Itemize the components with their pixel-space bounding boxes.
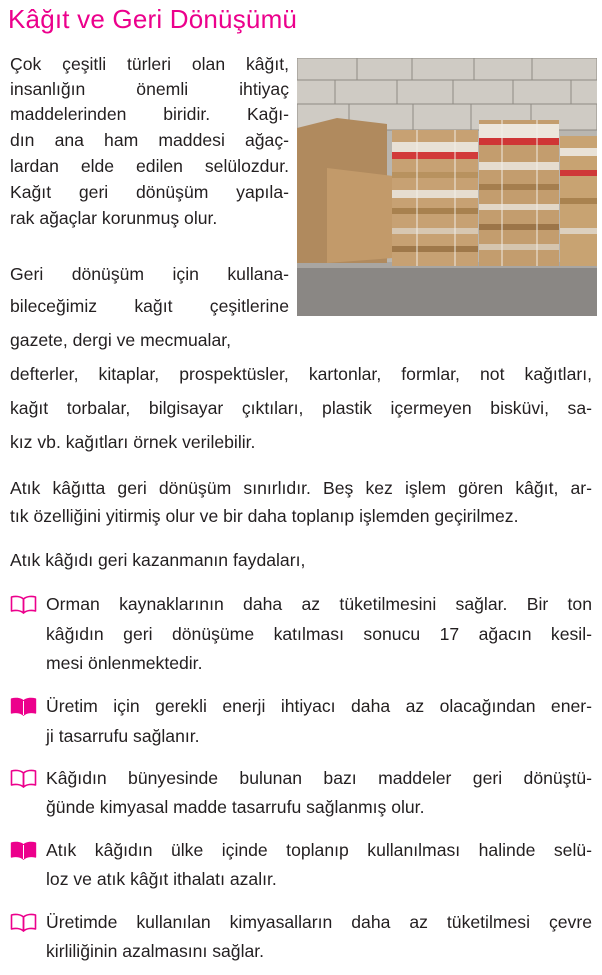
open-book-filled-icon [10, 696, 37, 716]
intro-line: lardan elde edilen selülozdur. [10, 156, 289, 176]
benefit-line: mesi önlenmektedir. [46, 653, 203, 673]
intro-line: rak ağaçlar korunmuş olur. [10, 208, 218, 228]
intro-line: dın ana ham maddesi ağaç- [10, 130, 289, 150]
benefit-line: Üretimde kullanılan kimyasalların daha az tüketilmesi çevre [46, 912, 592, 932]
benefit-line: Orman kaynaklarının daha az tüketilmesini sağlar. Bir ton [46, 594, 592, 614]
open-book-filled-icon [10, 840, 37, 860]
types-line: kağıt torbalar, bilgisayar çıktıları, plastik içermeyen bisküvi, sa- [10, 398, 592, 418]
benefit-line: loz ve atık kâğıt ithalatı azalır. [46, 869, 277, 889]
intro-line: insanlığın önemli ihtiyaç [10, 79, 289, 99]
benefit-line: Atık kâğıdın ülke içinde toplanıp kullanılması halinde selü- [46, 840, 592, 860]
benefit-line: kirliliğinin azalmasını sağlar. [46, 941, 265, 961]
page-title: Kâğıt ve Geri Dönüşümü [8, 4, 298, 34]
intro-line: maddelerinden biridir. Kağı- [10, 104, 289, 124]
intro-line: Çok çeşitli türleri olan kâğıt, [10, 54, 289, 74]
benefit-line: ğünde kimyasal madde tasarrufu sağlanmış olur. [46, 797, 425, 817]
intro-line: Kağıt geri dönüşüm yapıla- [10, 182, 289, 202]
types-line: bileceğimiz kağıt çeşitlerine [10, 296, 289, 316]
benefit-line: ji tasarrufu sağlanır. [46, 726, 200, 746]
limit-line: tık özelliğini yitirmiş olur ve bir daha toplanıp işlemden geçirilmez. [10, 506, 519, 526]
benefits-intro: Atık kâğıdı geri kazanmanın faydaları, [10, 550, 306, 570]
types-line: defterler, kitaplar, prospektüsler, kartonlar, formlar, not kağıtları, [10, 364, 592, 384]
types-line: gazete, dergi ve mecmualar, [10, 330, 232, 350]
types-line: Geri dönüşüm için kullana- [10, 264, 289, 284]
benefit-line: Kâğıdın bünyesinde bulunan bazı maddeler geri dönüştü- [46, 768, 592, 788]
benefit-line: Üretim için gerekli enerji ihtiyacı daha az olacağından ener- [46, 696, 592, 716]
limit-line: Atık kâğıtta geri dönüşüm sınırlıdır. Beş kez işlem gören kâğıt, ar- [10, 478, 592, 498]
open-book-outline-icon [10, 912, 37, 932]
open-book-outline-icon [10, 594, 37, 614]
recycled-paper-bales-photo [297, 58, 597, 316]
open-book-outline-icon [10, 768, 37, 788]
types-line: kız vb. kağıtları örnek verilebilir. [10, 432, 256, 452]
benefit-line: kâğıdın geri dönüşüme katılması sonucu 17 ağacın kesil- [46, 624, 592, 644]
